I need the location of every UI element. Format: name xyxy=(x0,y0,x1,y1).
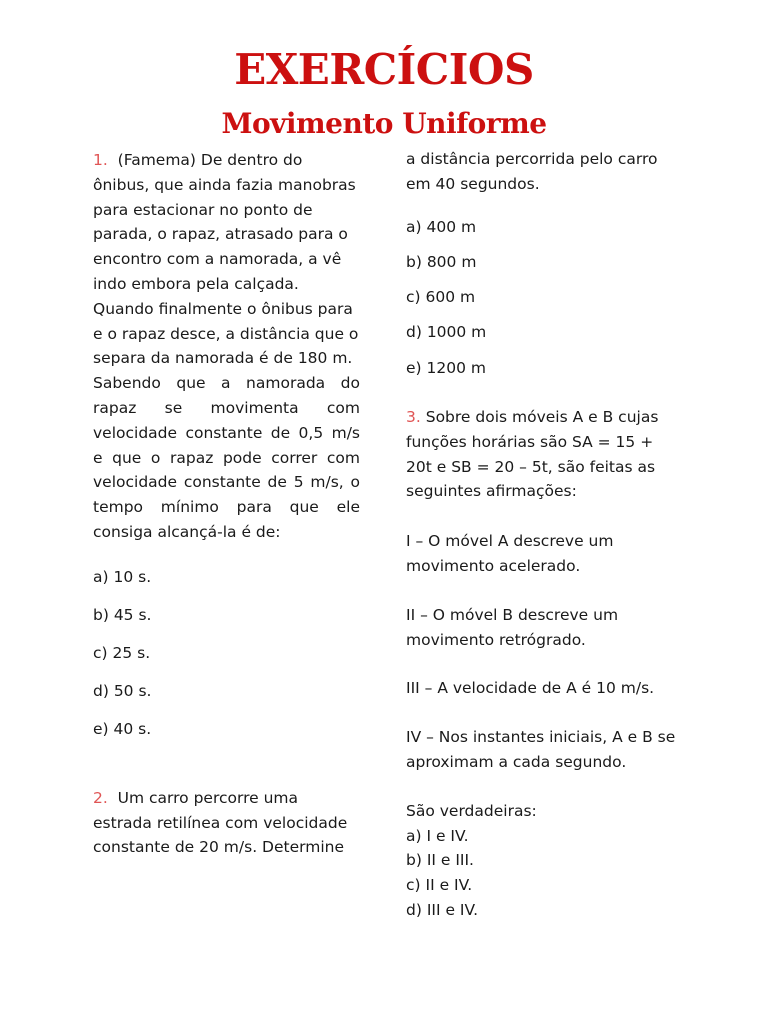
option-3a: a) I e IV. xyxy=(406,826,469,845)
question-1-intro xyxy=(93,148,360,371)
question-1-options xyxy=(93,558,360,748)
statement-iii: III – A velocidade de A é 10 m/s. xyxy=(406,679,655,698)
statement-ii: II – O móvel B descreve um movimento retrógrado. xyxy=(406,605,619,649)
question-1-number: 1. xyxy=(93,151,108,169)
right-column xyxy=(406,147,681,923)
question-1-intro-text: (Famema) De dentro do ônibus, que ainda fazia manobras para estacionar no ponto de parada, o rapaz, atrasado para o encontro com a namorada, a vê indo embora pela calçada. Quando finalmente o ônibus para e o rapaz desce, a distância que o separa da namorada é de 180 m. xyxy=(93,151,359,368)
question-2-text-part1: Um carro percorre uma estrada retilínea com velocidade constante de 20 m/s. Determine xyxy=(93,788,348,857)
question-2-options xyxy=(406,210,681,386)
option-1d: d) 50 s. xyxy=(93,681,152,700)
question-3-intro xyxy=(406,405,681,504)
option-2b: b) 800 m xyxy=(406,252,477,271)
question-3-prompt: São verdadeiras: xyxy=(406,801,537,820)
question-2-number: 2. xyxy=(93,788,108,807)
question-3-number: 3. xyxy=(406,408,421,427)
option-1c: c) 25 s. xyxy=(93,643,151,662)
option-3b: b) II e III. xyxy=(406,851,474,870)
statement-i: I – O móvel A descreve um movimento acelerado. xyxy=(406,532,614,576)
option-2a: a) 400 m xyxy=(406,217,477,236)
option-3c: c) II e IV. xyxy=(406,876,473,895)
option-1a: a) 10 s. xyxy=(93,567,152,586)
page-title: EXERCÍCIOS xyxy=(234,45,534,94)
statement-iv: IV – Nos instantes iniciais, A e B se aproximam a cada segundo. xyxy=(406,728,676,772)
option-2e: e) 1200 m xyxy=(406,358,486,377)
option-1e: e) 40 s. xyxy=(93,719,152,738)
option-2d: d) 1000 m xyxy=(406,323,487,342)
option-2c: c) 600 m xyxy=(406,288,476,307)
question-2-intro xyxy=(93,786,360,860)
question-3-intro-text: Sobre dois móveis A e B cujas funções horárias são SA = 15 + 20t e SB = 20 – 5t, são feitas as seguintes afirmações: xyxy=(406,408,659,501)
option-3d: d) III e IV. xyxy=(406,901,479,920)
question-2-text-part2: a distância percorrida pelo carro em 40 segundos. xyxy=(406,150,658,193)
page-subtitle: Movimento Uniforme xyxy=(221,107,547,140)
left-column xyxy=(93,148,360,860)
question-1-text: Sabendo que a namorada do rapaz se movimenta com velocidade constante de 0,5 m/s e que o rapaz pode correr com velocidade constante de 5 m/s, o tempo mínimo para que ele consiga alcançá-la é de: xyxy=(93,374,360,541)
option-1b: b) 45 s. xyxy=(93,605,152,624)
